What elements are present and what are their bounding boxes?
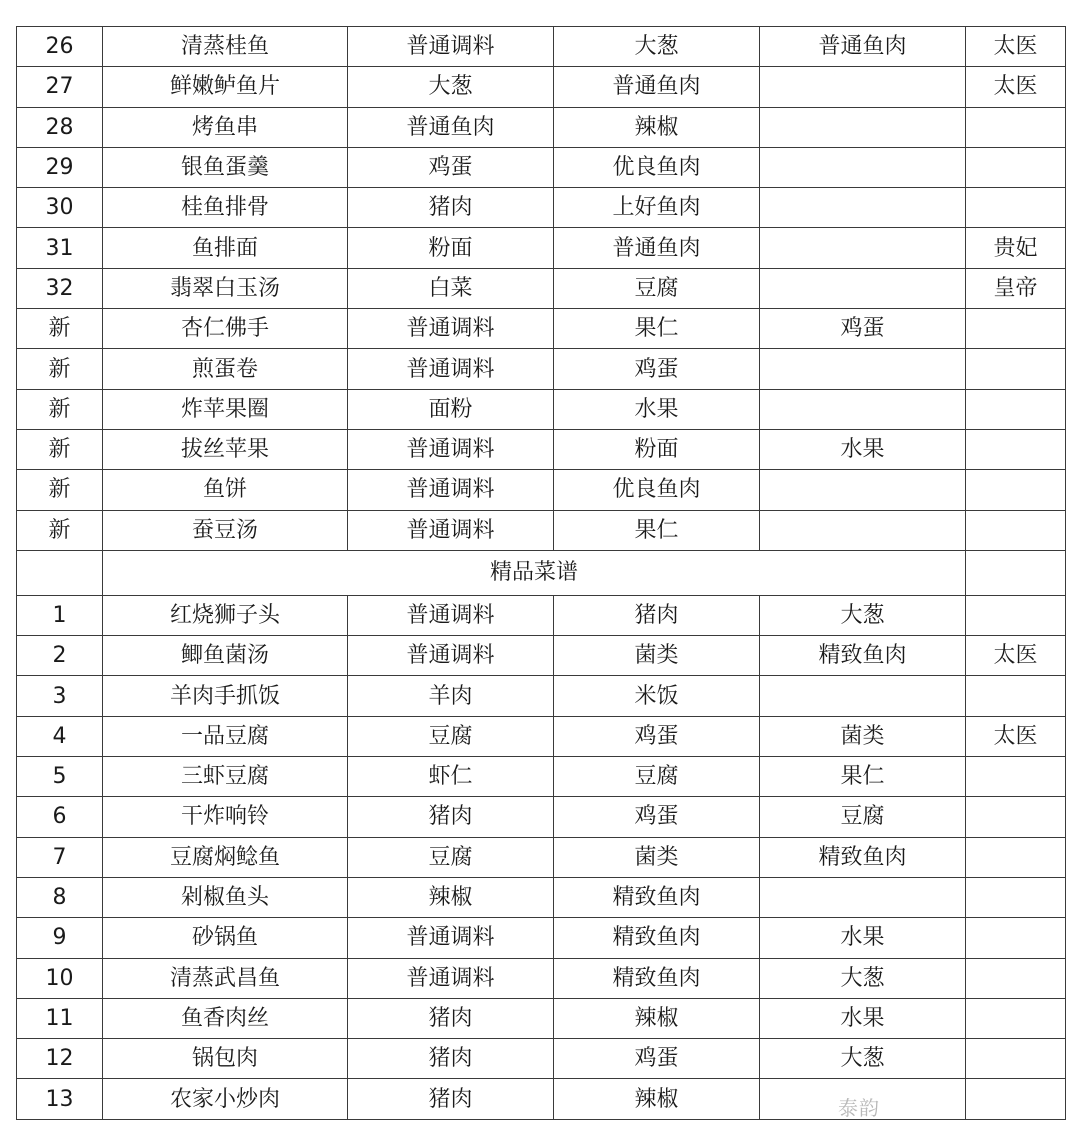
ingredient-3-cell: 大葱 xyxy=(760,1039,966,1079)
table-row xyxy=(17,998,1066,1038)
row-number-cell: 27 xyxy=(17,67,103,107)
table-row xyxy=(17,877,1066,917)
table-row xyxy=(17,958,1066,998)
dish-name-cell: 炸苹果圈 xyxy=(103,389,348,429)
table-row xyxy=(17,228,1066,268)
ingredient-3-cell: 菌类 xyxy=(760,716,966,756)
dish-name-cell: 鱼排面 xyxy=(103,228,348,268)
ingredient-2-cell: 米饭 xyxy=(554,676,760,716)
dish-name-cell: 清蒸桂鱼 xyxy=(103,27,348,67)
table-row xyxy=(17,67,1066,107)
table-row xyxy=(17,757,1066,797)
table-row xyxy=(17,837,1066,877)
row-number-cell: 新 xyxy=(17,429,103,469)
ingredient-3-cell xyxy=(760,877,966,917)
ingredient-3-cell: 精致鱼肉 xyxy=(760,636,966,676)
ingredient-3-cell xyxy=(760,188,966,228)
ingredient-2-cell: 鸡蛋 xyxy=(554,1039,760,1079)
ingredient-1-cell: 猪肉 xyxy=(348,797,554,837)
row-number-cell: 4 xyxy=(17,716,103,756)
table-row xyxy=(17,107,1066,147)
dish-name-cell: 银鱼蛋羹 xyxy=(103,147,348,187)
npc-cell: 太医 xyxy=(966,67,1066,107)
ingredient-3-cell xyxy=(760,107,966,147)
npc-cell xyxy=(966,510,1066,550)
ingredient-1-cell: 鸡蛋 xyxy=(348,147,554,187)
dish-name-cell: 砂锅鱼 xyxy=(103,918,348,958)
ingredient-1-cell: 普通调料 xyxy=(348,309,554,349)
ingredient-3-cell xyxy=(760,676,966,716)
row-number-cell: 5 xyxy=(17,757,103,797)
ingredient-1-cell: 猪肉 xyxy=(348,188,554,228)
npc-cell xyxy=(966,595,1066,635)
row-number-cell: 新 xyxy=(17,349,103,389)
ingredient-1-cell: 普通调料 xyxy=(348,636,554,676)
ingredient-2-cell: 精致鱼肉 xyxy=(554,918,760,958)
npc-cell xyxy=(966,998,1066,1038)
ingredient-3-cell: 大葱 xyxy=(760,595,966,635)
ingredient-2-cell: 鸡蛋 xyxy=(554,797,760,837)
ingredient-2-cell: 猪肉 xyxy=(554,595,760,635)
dish-name-cell: 锅包肉 xyxy=(103,1039,348,1079)
dish-name-cell: 烤鱼串 xyxy=(103,107,348,147)
npc-cell xyxy=(966,676,1066,716)
npc-cell: 太医 xyxy=(966,27,1066,67)
dish-name-cell: 鱼饼 xyxy=(103,470,348,510)
dish-name-cell: 豆腐焖鲶鱼 xyxy=(103,837,348,877)
ingredient-1-cell: 普通鱼肉 xyxy=(348,107,554,147)
npc-cell xyxy=(966,107,1066,147)
npc-cell xyxy=(966,757,1066,797)
ingredient-1-cell: 普通调料 xyxy=(348,470,554,510)
table-row xyxy=(17,636,1066,676)
row-number-cell: 31 xyxy=(17,228,103,268)
ingredient-3-cell: 豆腐 xyxy=(760,797,966,837)
table-row xyxy=(17,389,1066,429)
table-row xyxy=(17,1079,1066,1119)
ingredient-2-cell: 精致鱼肉 xyxy=(554,958,760,998)
ingredient-1-cell: 普通调料 xyxy=(348,595,554,635)
ingredient-2-cell: 上好鱼肉 xyxy=(554,188,760,228)
section-num-cell xyxy=(17,550,103,595)
section-header xyxy=(17,550,1066,595)
ingredient-1-cell: 羊肉 xyxy=(348,676,554,716)
ingredient-3-cell xyxy=(760,510,966,550)
ingredient-3-cell: 水果 xyxy=(760,429,966,469)
npc-cell xyxy=(966,837,1066,877)
ingredient-2-cell: 辣椒 xyxy=(554,998,760,1038)
ingredient-3-cell xyxy=(760,147,966,187)
dish-name-cell: 杏仁佛手 xyxy=(103,309,348,349)
dish-name-cell: 一品豆腐 xyxy=(103,716,348,756)
ingredient-1-cell: 大葱 xyxy=(348,67,554,107)
dish-name-cell: 翡翠白玉汤 xyxy=(103,268,348,308)
npc-cell xyxy=(966,389,1066,429)
ingredient-3-cell: 鸡蛋 xyxy=(760,309,966,349)
ingredient-2-cell: 大葱 xyxy=(554,27,760,67)
dish-name-cell: 煎蛋卷 xyxy=(103,349,348,389)
row-number-cell: 新 xyxy=(17,470,103,510)
dish-name-cell: 清蒸武昌鱼 xyxy=(103,958,348,998)
row-number-cell: 32 xyxy=(17,268,103,308)
ingredient-2-cell: 精致鱼肉 xyxy=(554,877,760,917)
npc-cell xyxy=(966,1039,1066,1079)
ingredient-1-cell: 粉面 xyxy=(348,228,554,268)
ingredient-3-cell xyxy=(760,67,966,107)
npc-cell xyxy=(966,309,1066,349)
row-number-cell: 3 xyxy=(17,676,103,716)
npc-cell xyxy=(966,958,1066,998)
ingredient-2-cell: 果仁 xyxy=(554,309,760,349)
ingredient-1-cell: 普通调料 xyxy=(348,510,554,550)
row-number-cell: 新 xyxy=(17,510,103,550)
ingredient-1-cell: 豆腐 xyxy=(348,716,554,756)
npc-cell xyxy=(966,188,1066,228)
dish-name-cell: 蚕豆汤 xyxy=(103,510,348,550)
row-number-cell: 1 xyxy=(17,595,103,635)
recipe-rows-top xyxy=(17,27,1066,551)
ingredient-1-cell: 豆腐 xyxy=(348,837,554,877)
ingredient-1-cell: 普通调料 xyxy=(348,429,554,469)
dish-name-cell: 三虾豆腐 xyxy=(103,757,348,797)
table-row xyxy=(17,268,1066,308)
npc-cell xyxy=(966,349,1066,389)
ingredient-3-cell xyxy=(760,470,966,510)
ingredient-2-cell: 豆腐 xyxy=(554,757,760,797)
table-row xyxy=(17,188,1066,228)
npc-cell xyxy=(966,877,1066,917)
dish-name-cell: 鱼香肉丝 xyxy=(103,998,348,1038)
table-row xyxy=(17,27,1066,67)
ingredient-1-cell: 辣椒 xyxy=(348,877,554,917)
ingredient-1-cell: 面粉 xyxy=(348,389,554,429)
table-row xyxy=(17,309,1066,349)
ingredient-2-cell: 粉面 xyxy=(554,429,760,469)
row-number-cell: 7 xyxy=(17,837,103,877)
ingredient-2-cell: 优良鱼肉 xyxy=(554,470,760,510)
npc-cell: 贵妃 xyxy=(966,228,1066,268)
ingredient-2-cell: 鸡蛋 xyxy=(554,349,760,389)
ingredient-3-cell: 果仁 xyxy=(760,757,966,797)
ingredient-3-cell: 精致鱼肉 xyxy=(760,837,966,877)
row-number-cell: 2 xyxy=(17,636,103,676)
dish-name-cell: 农家小炒肉 xyxy=(103,1079,348,1119)
table-row xyxy=(17,349,1066,389)
npc-cell xyxy=(966,147,1066,187)
ingredient-2-cell: 普通鱼肉 xyxy=(554,228,760,268)
ingredient-1-cell: 普通调料 xyxy=(348,918,554,958)
ingredient-1-cell: 猪肉 xyxy=(348,1079,554,1119)
ingredient-3-cell: 水果 xyxy=(760,918,966,958)
ingredient-3-cell: 水果 xyxy=(760,998,966,1038)
watermark: 泰韵 xyxy=(838,1096,880,1120)
table-row xyxy=(17,797,1066,837)
section-row xyxy=(17,550,1066,595)
ingredient-2-cell: 辣椒 xyxy=(554,1079,760,1119)
row-number-cell: 新 xyxy=(17,389,103,429)
ingredient-3-cell xyxy=(760,349,966,389)
dish-name-cell: 鲜嫩鲈鱼片 xyxy=(103,67,348,107)
ingredient-2-cell: 菌类 xyxy=(554,837,760,877)
dish-name-cell: 鲫鱼菌汤 xyxy=(103,636,348,676)
row-number-cell: 11 xyxy=(17,998,103,1038)
ingredient-2-cell: 水果 xyxy=(554,389,760,429)
npc-cell xyxy=(966,470,1066,510)
row-number-cell: 28 xyxy=(17,107,103,147)
npc-cell: 太医 xyxy=(966,636,1066,676)
row-number-cell: 6 xyxy=(17,797,103,837)
dish-name-cell: 红烧狮子头 xyxy=(103,595,348,635)
ingredient-1-cell: 普通调料 xyxy=(348,349,554,389)
npc-cell xyxy=(966,918,1066,958)
table-row xyxy=(17,429,1066,469)
row-number-cell: 10 xyxy=(17,958,103,998)
ingredient-2-cell: 鸡蛋 xyxy=(554,716,760,756)
dish-name-cell: 拔丝苹果 xyxy=(103,429,348,469)
ingredient-3-cell xyxy=(760,228,966,268)
ingredient-2-cell: 豆腐 xyxy=(554,268,760,308)
table-row xyxy=(17,716,1066,756)
npc-cell: 太医 xyxy=(966,716,1066,756)
row-number-cell: 29 xyxy=(17,147,103,187)
table-row xyxy=(17,1039,1066,1079)
table-row xyxy=(17,595,1066,635)
ingredient-2-cell: 果仁 xyxy=(554,510,760,550)
table-row xyxy=(17,676,1066,716)
ingredient-3-cell: 普通鱼肉 xyxy=(760,27,966,67)
row-number-cell: 新 xyxy=(17,309,103,349)
ingredient-3-cell: 大葱 xyxy=(760,958,966,998)
dish-name-cell: 剁椒鱼头 xyxy=(103,877,348,917)
ingredient-2-cell: 辣椒 xyxy=(554,107,760,147)
table-row xyxy=(17,470,1066,510)
dish-name-cell: 羊肉手抓饭 xyxy=(103,676,348,716)
ingredient-3-cell xyxy=(760,389,966,429)
table-row xyxy=(17,147,1066,187)
npc-cell: 皇帝 xyxy=(966,268,1066,308)
ingredient-1-cell: 猪肉 xyxy=(348,998,554,1038)
ingredient-2-cell: 菌类 xyxy=(554,636,760,676)
row-number-cell: 9 xyxy=(17,918,103,958)
row-number-cell: 12 xyxy=(17,1039,103,1079)
ingredient-2-cell: 普通鱼肉 xyxy=(554,67,760,107)
dish-name-cell: 桂鱼排骨 xyxy=(103,188,348,228)
npc-cell xyxy=(966,797,1066,837)
row-number-cell: 26 xyxy=(17,27,103,67)
table-row xyxy=(17,918,1066,958)
ingredient-1-cell: 白菜 xyxy=(348,268,554,308)
section-npc-cell xyxy=(966,550,1066,595)
section-title: 精品菜谱 xyxy=(103,550,966,595)
recipe-rows-bottom xyxy=(17,595,1066,1119)
ingredient-1-cell: 虾仁 xyxy=(348,757,554,797)
table-row xyxy=(17,510,1066,550)
row-number-cell: 30 xyxy=(17,188,103,228)
row-number-cell: 8 xyxy=(17,877,103,917)
ingredient-1-cell: 普通调料 xyxy=(348,958,554,998)
recipe-table xyxy=(16,26,1066,1120)
ingredient-3-cell xyxy=(760,268,966,308)
npc-cell xyxy=(966,1079,1066,1119)
dish-name-cell: 干炸响铃 xyxy=(103,797,348,837)
ingredient-2-cell: 优良鱼肉 xyxy=(554,147,760,187)
npc-cell xyxy=(966,429,1066,469)
ingredient-1-cell: 普通调料 xyxy=(348,27,554,67)
ingredient-1-cell: 猪肉 xyxy=(348,1039,554,1079)
row-number-cell: 13 xyxy=(17,1079,103,1119)
